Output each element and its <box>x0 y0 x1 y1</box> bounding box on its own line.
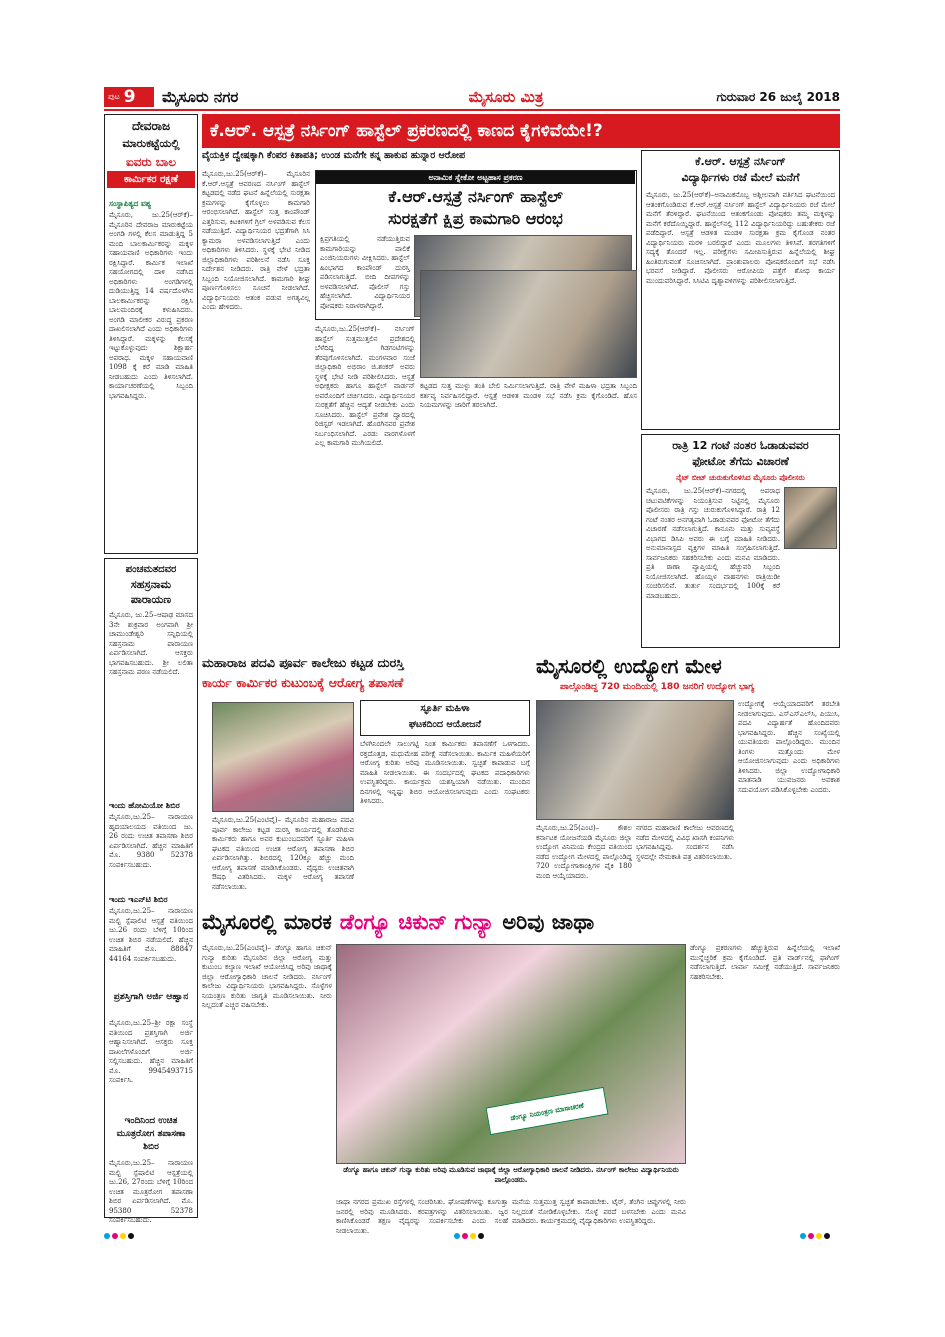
left-story-body: ಮೈಸೂರು, ಜು.25(ಆರ್‌ಕೆ)– ಮೈಸೂರಿನ ದೇವರಾಜ ಮಾರುಕಟ್ಟೆಯ ಅಂಗಡಿ ಗಳಲ್ಲಿ ಕೆಲಸ ಮಾಡುತ್ತಿದ್ದ 5 ಮಂದಿ ಬಾಲಕಾರ್ಮಿಕರನ್ನು ಮಕ್ಕಳ ಸಹಾಯವಾಣಿ ಅಧಿಕಾರಿಗಳು ಇಂದು ರಕ್ಷಿಸಿದ್ದಾರೆ. ಕಾರ್ಮಿಕ ಇಲಾಖೆ ಸಹಯೋಗದಲ್ಲಿ ದಾಳಿ ನಡೆಸಿದ ಅಧಿಕಾರಿಗಳು ಅಂಗಡಿಗಳಲ್ಲಿ ದುಡಿಯುತ್ತಿದ್ದ 14 ವರ್ಷದೊಳಗಿನ ಬಾಲಕಾರ್ಮಿಕರನ್ನು ರಕ್ಷಿಸಿ ಬಾಲಮಂದಿರಕ್ಕೆ ಕಳುಹಿಸಿದರು. ಅಂಗಡಿ ಮಾಲೀಕರ ವಿರುದ್ಧ ಪ್ರಕರಣ ದಾಖಲಿಸಲಾಗಿದೆ ಎಂದು ಅಧಿಕಾರಿಗಳು ತಿಳಿಸಿದ್ದಾರೆ. ಮಕ್ಕಳನ್ನು ಕೆಲಸಕ್ಕೆ ಇಟ್ಟುಕೊಳ್ಳುವುದು ಶಿಕ್ಷಾರ್ಹ ಅಪರಾಧ. ಮಕ್ಕಳ ಸಹಾಯವಾಣಿ 1098 ಕ್ಕೆ ಕರೆ ಮಾಡಿ ಮಾಹಿತಿ ನೀಡಬಹುದು ಎಂದು ತಿಳಿಸಲಾಗಿದೆ. ಕಾರ್ಯಾಚರಣೆಯಲ್ಲಿ ಸಿಬ್ಬಂದಿ ಭಾಗವಹಿಸಿದ್ದರು. <box>109 211 193 400</box>
note-1-body: ಮೈಸೂರು,ಜು.25– ನಾರಾಯಣ ಹೃದಯಾಲಯದ ವತಿಯಿಂದ ಜು. 26 ರಂದು ಉಚಿತ ತಪಾಸಣಾ ಶಿಬಿರ ಏರ್ಪಡಿಸಲಾಗಿದೆ. ಹೆಚ್ಚಿನ ಮಾಹಿತಿಗೆ ಮೊ. 9380 52378 ಸಂಪರ್ಕಿಸಬಹುದು. <box>109 813 193 869</box>
job-fair-col2: ನಗರದ ಮಹಾರಾಣಿ ಕಾಲೇಜು ಆವರಣದಲ್ಲಿ ನಡೆದ ಮೇಳದಲ್ಲಿ ವಿವಿಧ ಖಾಸಗಿ ಕಂಪನಿಗಳು ಭಾಗವಹಿಸಿದ್ದವು. ಸಂದರ್ಶನ ನಡೆಸಿ ಸ್ಥಳದಲ್ಲೇ ನೇಮಕಾತಿ ಪತ್ರ ವಿತರಿಸಲಾಯಿತು. <box>636 824 734 861</box>
note-4-title: ಇಂದಿನಿಂದ ಉಚಿತ ಮೂತ್ರರೋಗ ತಪಾಸಣಾ ಶಿಬಿರ <box>116 1116 186 1152</box>
left2-headline-line: ಪಂಚಮತದವರ <box>125 564 177 575</box>
left-story-headline <box>107 117 195 197</box>
left-headline-line: ಕಾರ್ಮಿಕರ ರಕ್ಷಣೆ <box>107 171 195 188</box>
dengue-headline-part3: ಅರಿವು ಜಾಥಾ <box>502 909 595 934</box>
maharaja-headline-2: ಕಾರ್ಯ ಕಾರ್ಮಿಕರ ಕುಟುಂಬಕ್ಕೆ ಆರೋಗ್ಯ ತಪಾಸಣೆ <box>202 675 404 690</box>
rally-banner: ಡೆಂಗ್ಯೂ ನಿಯಂತ್ರಣ ಮಾಸಾಚರಣೆ <box>485 1087 608 1135</box>
dengue-body-col4: ಡೆಂಗ್ಯೂ ಪ್ರಕರಣಗಳು ಹೆಚ್ಚುತ್ತಿರುವ ಹಿನ್ನೆಲೆಯಲ್ಲಿ ಇಲಾಖೆ ಮುನ್ನೆಚ್ಚರಿಕೆ ಕ್ರಮ ಕೈಗೊಂಡಿದೆ. ಪ್ರತಿ ವಾರ್ಡ್‌ನಲ್ಲಿ ಫಾಗಿಂಗ್ ನಡೆಸಲಾಗುತ್ತಿದೆ. ಲಾರ್ವಾ ಸಮೀಕ್ಷೆ ನಡೆಯುತ್ತಿದೆ. ಸಾರ್ವಜನಿಕರು ಸಹಕರಿಸಬೇಕು. <box>690 944 840 981</box>
paper-name: ಮೈಸೂರು ಮಿತ್ರ <box>468 88 544 106</box>
main-headline-bar <box>202 114 840 148</box>
note-1-title: ಇಂದು ಹೋಮಿಯೋ ಶಿಬಿರ <box>109 801 180 810</box>
left-story2-body: ಮೈಸೂರು, ಜು.25–ಆಷಾಢ ಮಾಸದ 3ನೇ ಶುಕ್ರವಾರ ಅಂಗವಾಗಿ ಶ್ರೀ ಚಾಮುಂಡೇಶ್ವರಿ ಸನ್ನಿಧಿಯಲ್ಲಿ ಸಹಸ್ರನಾಮ ಪಾರಾಯಣ ಏರ್ಪಡಿಸಲಾಗಿದೆ. ಆಸಕ್ತರು ಭಾಗವಹಿಸಬಹುದು. ಶ್ರೀ ಲಲಿತಾ ಸಹಸ್ರನಾಮ ಪಠಣ ನಡೆಯಲಿದೆ. <box>109 611 193 676</box>
main-subhead: ವೈಯಕ್ತಿಕ ದ್ವೇಷಕ್ಕಾಗಿ ಕೆಂಪರ ಕಿತಾಪತಿ; ಉಂಡ ಮನೆಗೇ ಕನ್ನ ಹಾಕುವ ಹುನ್ನಾರ ಆರೋಪ <box>202 150 466 161</box>
dengue-body-col3: ಮನೆಯ ಸುತ್ತಮುತ್ತ ಸ್ವಚ್ಛತೆ ಕಾಪಾಡಬೇಕು. ಟೈರ್, ತೆಂಗಿನ ಚಿಪ್ಪುಗಳಲ್ಲಿ ನೀರು ನಿಲ್ಲದಂತೆ ನೋಡಿಕೊಳ್ಳಬೇಕು. ಸೊಳ್ಳೆ ಪರದೆ ಬಳಸಬೇಕು ಎಂದು ಮನವಿ ಮಾಡಿದರು. ಕಾರ್ಯಕ್ರಮದಲ್ಲಿ ವೈದ್ಯಾಧಿಕಾರಿಗಳು ಉಪಸ್ಥಿತರಿದ್ದರು. <box>512 1198 686 1225</box>
masthead-rule <box>104 109 840 111</box>
dengue-headline-part2: ಡೆಂಗ್ಯೂ ಚಿಕುನ್ ಗುನ್ಯಾ <box>339 909 495 934</box>
job-fair-headline: ಮೈಸೂರಲ್ಲಿ ಉದ್ಯೋಗ ಮೇಳ <box>536 654 722 678</box>
center-story-col3: ಕ್ಷಿಪ್ರಗತಿಯಲ್ಲಿ ನಡೆಯುತ್ತಿರುವ ಕಾಮಗಾರಿಯನ್ನು ಪಾಲಿಕೆ ಎಂಜಿನಿಯರುಗಳು ವೀಕ್ಷಿಸಿದರು. ಹಾಸ್ಟೆಲ್ ಹಿಂಭಾಗದ ಕಾಂಪೌಂಡ್ ದುರಸ್ತಿ ಪಡಿಸಲಾಗುತ್ತಿದೆ. ಬೀದಿ ದೀಪಗಳನ್ನು ಅಳವಡಿಸಲಾಗಿದೆ. ಪೊಲೀಸ್ ಗಸ್ತು ಹೆಚ್ಚಿಸಲಾಗಿದೆ. ವಿದ್ಯಾರ್ಥಿನಿಯರ ಪೋಷಕರು ನಿರಾಳರಾಗಿದ್ದಾರೆ. <box>320 235 410 310</box>
registration-marks-right <box>800 1224 840 1232</box>
left-story-box <box>104 114 198 554</box>
police-officer-photo <box>784 487 837 549</box>
left-headline-line: ಮಾರುಕಟ್ಟೆಯಲ್ಲಿ <box>122 137 180 150</box>
registration-marks-left <box>104 1224 164 1232</box>
left-headline-line: ಐವರು ಬಾಲ <box>125 155 177 169</box>
left2-headline-line: ಸಹಸ್ರನಾಮ <box>130 578 172 591</box>
dengue-body-col2: ಜಾಥಾ ನಗರದ ಪ್ರಮುಖ ರಸ್ತೆಗಳಲ್ಲಿ ಸಂಚರಿಸಿತು. ಘೋಷಣೆಗಳನ್ನು ಕೂಗುತ್ತಾ ಜನರಲ್ಲಿ ಅರಿವು ಮೂಡಿಸಿದರು. ಕರಪತ್ರಗಳನ್ನು ವಿತರಿಸಲಾಯಿತು. ಜ್ವರ ಕಾಣಿಸಿಕೊಂಡರೆ ತಕ್ಷಣ ವೈದ್ಯರನ್ನು ಸಂಪರ್ಕಿಸಬೇಕು ಎಂದು ಸಲಹೆ ನೀಡಲಾಯಿತು. <box>336 1198 508 1235</box>
right-story-body: ಮೈಸೂರು, ಜು.25(ಆರ್‌ಕೆ)–ಅನಾಮಿಕನೊಬ್ಬ ಅಶ್ಲೀಲವಾಗಿ ವರ್ತಿಸಿದ ಘಟನೆಯಿಂದ ಆತಂಕಗೊಂಡಿರುವ ಕೆ.ಆರ್.ಆಸ್ಪತ್ರೆ ನರ್ಸಿಂಗ್ ಹಾಸ್ಟೆಲ್ ವಿದ್ಯಾರ್ಥಿನಿಯರು ರಜೆ ಮೇಲೆ ಮನೆಗೆ ತೆರಳಿದ್ದಾರೆ. ಘಟನೆಯಿಂದ ಆತಂಕಗೊಂಡು ಪೋಷಕರು ತಮ್ಮ ಮಕ್ಕಳನ್ನು ಮನೆಗೆ ಕರೆದೊಯ್ದಿದ್ದಾರೆ. ಹಾಸ್ಟೆಲ್‌ನಲ್ಲಿ 112 ವಿದ್ಯಾರ್ಥಿನಿಯರಿದ್ದು ಬಹುತೇಕರು ರಜೆ ಪಡೆದಿದ್ದಾರೆ. ಆಸ್ಪತ್ರೆ ಆಡಳಿತ ಮಂಡಳಿ ಸುರಕ್ಷತಾ ಕ್ರಮ ಕೈಗೊಂಡ ನಂತರ ವಿದ್ಯಾರ್ಥಿನಿಯರು ಮರಳಿ ಬರಲಿದ್ದಾರೆ ಎಂದು ಮೂಲಗಳು ತಿಳಿಸಿವೆ. ತರಗತಿಗಳಿಗೆ ಸದ್ಯಕ್ಕೆ ತೊಂದರೆ ಇಲ್ಲ. ಪರೀಕ್ಷೆಗಳು ಸಮೀಪಿಸುತ್ತಿರುವ ಹಿನ್ನೆಲೆಯಲ್ಲಿ ಶೀಘ್ರ ಹಿಂತಿರುಗುವಂತೆ ಸೂಚಿಸಲಾಗಿದೆ. ಪ್ರಾಂಶುಪಾಲರು ಪೋಷಕರೊಂದಿಗೆ ಸಭೆ ನಡೆಸಿ ಭರವಸೆ ನೀಡಿದ್ದಾರೆ. ಪೊಲೀಸರು ಆರೋಪಿಯ ಪತ್ತೆಗೆ ಶೋಧ ಕಾರ್ಯ ಮುಂದುವರಿಸಿದ್ದಾರೆ. ಸಿಸಿಟಿವಿ ದೃಶ್ಯಾವಳಿಗಳನ್ನು ಪರಿಶೀಲಿಸಲಾಗುತ್ತಿದೆ. <box>646 191 835 285</box>
note-2-title: ಇಂದು ಇಎನ್‌ಟಿ ಶಿಬಿರ <box>109 895 168 904</box>
left2-headline-line: ಪಾರಾಯಣ <box>130 593 172 606</box>
hostel-workers-photo <box>420 270 637 378</box>
note-3-body: ಮೈಸೂರು,ಜು.25–ಶ್ರೀ ರಕ್ಷಾ ಸಂಸ್ಥೆ ವತಿಯಿಂದ ಪ್ರಶಸ್ತಿಗಾಗಿ ಅರ್ಜಿ ಆಹ್ವಾನಿಸಲಾಗಿದೆ. ಆಸಕ್ತರು ಸೂಕ್ತ ದಾಖಲೆಗಳೊಂದಿಗೆ ಅರ್ಜಿ ಸಲ್ಲಿಸಬಹುದು. ಹೆಚ್ಚಿನ ಮಾಹಿತಿಗೆ ಮೊ. 9945493715 ಸಂಪರ್ಕಿಸಿ. <box>109 1019 193 1084</box>
job-fair-photo <box>536 700 734 820</box>
sphoorthi-box <box>360 700 530 736</box>
issue-date: ಗುರುವಾರ 26 ಜುಲೈ 2018 <box>716 90 840 104</box>
page-label: ಪುಟ <box>108 92 120 101</box>
center-headline-1: ಕೆ.ಆರ್.ಆಸ್ಪತ್ರೆ ನರ್ಸಿಂಗ್ ಹಾಸ್ಟೆಲ್ <box>388 187 563 206</box>
dengue-caption: ಡೆಂಗ್ಯೂ ಹಾಗೂ ಚಿಕುನ್ ಗುನ್ಯಾ ಕುರಿತು ಅರಿವು ಮೂಡಿಸುವ ಜಾಥಾಕ್ಕೆ ಜಿಲ್ಲಾ ಆರೋಗ್ಯಾಧಿಕಾರಿ ಚಾಲನೆ ನೀಡಿದರು. ನರ್ಸಿಂಗ್ ಕಾಲೇಜು ವಿದ್ಯಾರ್ಥಿನಿಯರು ಪಾಲ್ಗೊಂಡರು. <box>343 1166 679 1184</box>
dengue-headline <box>202 904 840 940</box>
page-number: 9 <box>123 87 136 107</box>
note-4-body: ಮೈಸೂರು,ಜು.25– ನಾರಾಯಣ ಮಲ್ಟಿ ಸ್ಪೆಷಾಲಿಟಿ ಆಸ್ಪತ್ರೆಯಲ್ಲಿ ಜು.26, 27ರಂದು ಬೆಳಿಗ್ಗೆ 10ರಿಂದ ಉಚಿತ ಮೂತ್ರರೋಗ ತಪಾಸಣಾ ಶಿಬಿರ ಏರ್ಪಡಿಸಲಾಗಿದೆ. ಮೊ. 95380 52378 ಸಂಪರ್ಕಿಸಬಹುದು. <box>109 1159 193 1224</box>
right-headline-2: ವಿದ್ಯಾರ್ಥಿಗಳು ರಜೆ ಮೇಲೆ ಮನೆಗೆ <box>681 171 800 184</box>
sphoorthi-title-2: ಘಟಕದಿಂದ ಆಯೋಜನೆ <box>408 719 482 730</box>
maharaja-headline-1: ಮಹಾರಾಜ ಪದವಿ ಪೂರ್ವ ಕಾಲೇಜು ಕಟ್ಟಡ ದುರಸ್ತಿ <box>202 655 404 670</box>
right-headline-1: ಕೆ.ಆರ್. ಆಸ್ಪತ್ರೆ ನರ್ಸಿಂಗ್ <box>695 155 786 168</box>
health-camp-photo-1 <box>212 702 354 812</box>
left-story2-headline <box>107 563 195 607</box>
right2-subhead: ನೈಟ್ ಬೀಟ್ ಚುರುಕುಗೊಳಿಸಿದ ಮೈಸೂರು ಪೊಲೀಸರು <box>676 473 805 482</box>
center-story-col4: ಕಟ್ಟಡದ ಸುತ್ತ ಮುಳ್ಳು ತಂತಿ ಬೇಲಿ ನಿರ್ಮಿಸಲಾಗುತ್ತಿದೆ. ರಾತ್ರಿ ವೇಳೆ ಮಹಿಳಾ ಭದ್ರತಾ ಸಿಬ್ಬಂದಿ ಕರ್ತವ್ಯ ನಿರ್ವಹಿಸಲಿದ್ದಾರೆ. ಆಸ್ಪತ್ರೆ ಆಡಳಿತ ಮಂಡಳಿ ಸಭೆ ನಡೆಸಿ ಕ್ರಮ ಕೈಗೊಂಡಿದೆ. ಹೊಸ ನಿಯಮಗಳನ್ನು ಜಾರಿಗೆ ತರಲಾಗಿದೆ. <box>420 382 637 409</box>
right-story2-body: ಮೈಸೂರು, ಜು.25(ಆರ್‌ಕೆ)–ನಗರದಲ್ಲಿ ಅಪರಾಧ ಚಟುವಟಿಕೆಗಳನ್ನು ನಿಯಂತ್ರಿಸುವ ನಿಟ್ಟಿನಲ್ಲಿ ಮೈಸೂರು ಪೊಲೀಸರು ರಾತ್ರಿ ಗಸ್ತು ಚುರುಕುಗೊಳಿಸಿದ್ದಾರೆ. ರಾತ್ರಿ 12 ಗಂಟೆ ನಂತರ ಅನಗತ್ಯವಾಗಿ ಓಡಾಡುವವರ ಫೋಟೋ ತೆಗೆದು ವಿಚಾರಣೆ ನಡೆಸಲಾಗುತ್ತಿದೆ. ಕಾನೂನು ಮತ್ತು ಸುವ್ಯವಸ್ಥೆ ವಿಭಾಗದ ಡಿಸಿಪಿ ಅವರು ಈ ಬಗ್ಗೆ ಮಾಹಿತಿ ನೀಡಿದರು. ಅನುಮಾನಾಸ್ಪದ ವ್ಯಕ್ತಿಗಳ ಮಾಹಿತಿ ಸಂಗ್ರಹಿಸಲಾಗುತ್ತಿದೆ. ಸಾರ್ವಜನಿಕರು ಸಹಕರಿಸಬೇಕು ಎಂದು ಮನವಿ ಮಾಡಿದರು. ಪ್ರತಿ ಠಾಣಾ ವ್ಯಾಪ್ತಿಯಲ್ಲಿ ಹೆಚ್ಚುವರಿ ಸಿಬ್ಬಂದಿ ನಿಯೋಜಿಸಲಾಗಿದೆ. ಹೊಯ್ಸಳ ವಾಹನಗಳು ರಾತ್ರಿಯಿಡೀ ಸಂಚರಿಸಲಿವೆ. ತುರ್ತು ಸಂದರ್ಭದಲ್ಲಿ 100ಕ್ಕೆ ಕರೆ ಮಾಡಬಹುದು. <box>646 487 780 600</box>
page-label-box <box>104 87 154 107</box>
right-story-box <box>641 150 840 430</box>
right-story2-box <box>641 434 840 648</box>
left-headline-line: ದೇವರಾಜ <box>131 119 171 133</box>
center-story-col1: ಮೈಸೂರು,ಜು.25(ಆರ್‌ಕೆ)– ಮೈಸೂರಿನ ಕೆ.ಆರ್.ಆಸ್ಪತ್ರೆ ಆವರಣದ ನರ್ಸಿಂಗ್ ಹಾಸ್ಟೆಲ್ ಕಟ್ಟಡದಲ್ಲಿ ನಡೆದ ಘಟನೆ ಹಿನ್ನೆಲೆಯಲ್ಲಿ ಸುರಕ್ಷತಾ ಕ್ರಮಗಳನ್ನು ಕೈಗೊಳ್ಳಲು ಕಾಮಗಾರಿ ಆರಂಭಿಸಲಾಗಿದೆ. ಹಾಸ್ಟೆಲ್ ಸುತ್ತ ಕಾಂಪೌಂಡ್ ಎತ್ತರಿಸುವ, ಕಿಟಕಿಗಳಿಗೆ ಗ್ರಿಲ್ ಅಳವಡಿಸುವ ಕೆಲಸ ನಡೆಯುತ್ತಿದೆ. ವಿದ್ಯಾರ್ಥಿನಿಯರ ಭದ್ರತೆಗಾಗಿ ಸಿಸಿ ಕ್ಯಾಮರಾ ಅಳವಡಿಸಲಾಗುತ್ತಿದೆ ಎಂದು ಅಧಿಕಾರಿಗಳು ತಿಳಿಸಿದರು. ಸ್ಥಳಕ್ಕೆ ಭೇಟಿ ನೀಡಿದ ಜಿಲ್ಲಾಧಿಕಾರಿಗಳು ಪರಿಶೀಲನೆ ನಡೆಸಿ ಸೂಕ್ತ ನಿರ್ದೇಶನ ನೀಡಿದರು. ರಾತ್ರಿ ವೇಳೆ ಭದ್ರತಾ ಸಿಬ್ಬಂದಿ ನಿಯೋಜಿಸಲಾಗಿದೆ. ಕಾಮಗಾರಿ ಶೀಘ್ರ ಪೂರ್ಣಗೊಳಿಸಲು ಸೂಚನೆ ನೀಡಲಾಗಿದೆ. ವಿದ್ಯಾರ್ಥಿನಿಯರು ಆತಂಕ ಪಡುವ ಅಗತ್ಯವಿಲ್ಲ ಎಂದು ಹೇಳಿದರು. <box>202 170 310 311</box>
main-headline: ಕೆ.ಆರ್. ಆಸ್ಪತ್ರೆ ನರ್ಸಿಂಗ್ ಹಾಸ್ಟೆಲ್ ಪ್ರಕರಣದಲ್ಲಿ ಕಾಣದ ಕೈಗಳಿವೆಯೇ!? <box>210 121 603 141</box>
section-name: ಮೈಸೂರು ನಗರ <box>162 88 239 106</box>
registration-marks-center <box>454 1224 514 1232</box>
dengue-headline-part1: ಮೈಸೂರಲ್ಲಿ ಮಾರಕ <box>202 909 332 934</box>
right2-headline-2: ಫೋಟೋ ತೆಗೆದು ವಿಚಾರಣೆ <box>692 455 789 468</box>
dengue-rally-photo <box>336 944 686 1164</box>
center-headline-2: ಸುರಕ್ಷತೆಗೆ ಕ್ಷಿಪ್ರ ಕಾಮಗಾರಿ ಆರಂಭ <box>388 209 563 228</box>
job-fair-col3: ಉದ್ಯೋಗಕ್ಕೆ ಆಯ್ಕೆಯಾದವರಿಗೆ ತರಬೇತಿ ನೀಡಲಾಗುವುದು. ಎಸ್‌ಎಸ್‌ಎಲ್‌ಸಿ, ಪಿಯುಸಿ, ಪದವಿ ವಿದ್ಯಾರ್ಹತೆ ಹೊಂದಿದವರು ಭಾಗವಹಿಸಿದ್ದರು. ಹೆಚ್ಚಿನ ಸಂಖ್ಯೆಯಲ್ಲಿ ಯುವತಿಯರು ಪಾಲ್ಗೊಂಡಿದ್ದರು. ಮುಂದಿನ ತಿಂಗಳು ಮತ್ತೊಂದು ಮೇಳ ಆಯೋಜಿಸಲಾಗುವುದು ಎಂದು ಅಧಿಕಾರಿಗಳು ತಿಳಿಸಿದರು. ಜಿಲ್ಲಾ ಉದ್ಯೋಗಾಧಿಕಾರಿ ಮಾತನಾಡಿ ಯುವಜನರು ಅವಕಾಶ ಸದುಪಯೋಗ ಪಡಿಸಿಕೊಳ್ಳಬೇಕು ಎಂದರು. <box>738 700 840 794</box>
maharaja-body-col1: ಮೈಸೂರು,ಜು.25(ಎಂಟಿವೈ)– ಮೈಸೂರಿನ ಮಹಾರಾಜ ಪದವಿ ಪೂರ್ವ ಕಾಲೇಜು ಕಟ್ಟಡ ದುರಸ್ತಿ ಕಾರ್ಯದಲ್ಲಿ ತೊಡಗಿರುವ ಕಾರ್ಮಿಕರು ಹಾಗೂ ಅವರ ಕುಟುಂಬದವರಿಗೆ ಸ್ಫೂರ್ತಿ ಮಹಿಳಾ ಘಟಕದ ವತಿಯಿಂದ ಉಚಿತ ಆರೋಗ್ಯ ತಪಾಸಣಾ ಶಿಬಿರ ಏರ್ಪಡಿಸಲಾಗಿತ್ತು. ಶಿಬಿರದಲ್ಲಿ 120ಕ್ಕೂ ಹೆಚ್ಚು ಮಂದಿ ಆರೋಗ್ಯ ತಪಾಸಣೆ ಮಾಡಿಸಿಕೊಂಡರು. ವೈದ್ಯರು ಉಚಿತವಾಗಿ ಔಷಧಿ ವಿತರಿಸಿದರು. ಮಕ್ಕಳ ಆರೋಗ್ಯ ತಪಾಸಣೆ ನಡೆಸಲಾಯಿತು. <box>212 816 354 891</box>
dengue-body-col1: ಮೈಸೂರು,ಜು.25(ಎಂಟಿವೈ)– ಡೆಂಗ್ಯೂ ಹಾಗೂ ಚಿಕುನ್ ಗುನ್ಯಾ ಕುರಿತು ಮೈಸೂರಿನ ಜಿಲ್ಲಾ ಆರೋಗ್ಯ ಮತ್ತು ಕುಟುಂಬ ಕಲ್ಯಾಣ ಇಲಾಖೆ ಆಯೋಜಿಸಿದ್ದ ಅರಿವು ಜಾಥಾಕ್ಕೆ ಜಿಲ್ಲಾ ಆರೋಗ್ಯಾಧಿಕಾರಿ ಚಾಲನೆ ನೀಡಿದರು. ನರ್ಸಿಂಗ್ ಕಾಲೇಜು ವಿದ್ಯಾರ್ಥಿನಿಯರು ಭಾಗವಹಿಸಿದ್ದರು. ಸೊಳ್ಳೆಗಳ ನಿಯಂತ್ರಣ ಕುರಿತು ಜಾಗೃತಿ ಮೂಡಿಸಲಾಯಿತು. ನೀರು ನಿಲ್ಲದಂತೆ ಎಚ್ಚರ ವಹಿಸಬೇಕು. <box>202 944 332 1009</box>
left-story-byline: ಸಂಸ್ಥಾಪಿತ್ಯದ ವಶ್ಯ <box>109 199 151 208</box>
masthead <box>104 86 840 108</box>
right2-headline-1: ರಾತ್ರಿ 12 ಗಂಟೆ ನಂತರ ಓಡಾಡುವವರ <box>672 439 809 452</box>
job-fair-subhead: ಪಾಲ್ಗೊಂಡಿದ್ದ 720 ಮಂದಿಯಲ್ಲಿ 180 ಜನರಿಗೆ ಉದ್ಯೋಗ ಭಾಗ್ಯ <box>560 682 755 692</box>
maharaja-body-col2: ಬೆಳಗಿನಿಂದಲೇ ಸಾಲುಗಟ್ಟಿ ನಿಂತ ಕಾರ್ಮಿಕರು ತಪಾಸಣೆಗೆ ಒಳಗಾದರು. ರಕ್ತದೊತ್ತಡ, ಮಧುಮೇಹ ಪರೀಕ್ಷೆ ನಡೆಸಲಾಯಿತು. ಕಾರ್ಮಿಕ ಮಹಿಳೆಯರಿಗೆ ಆರೋಗ್ಯ ಕುರಿತು ಅರಿವು ಮೂಡಿಸಲಾಯಿತು. ಸ್ವಚ್ಛತೆ ಕಾಪಾಡುವ ಬಗ್ಗೆ ಮಾಹಿತಿ ನೀಡಲಾಯಿತು. ಈ ಸಂದರ್ಭದಲ್ಲಿ ಘಟಕದ ಪದಾಧಿಕಾರಿಗಳು ಉಪಸ್ಥಿತರಿದ್ದರು. ಕಾರ್ಯಕ್ರಮ ಯಶಸ್ವಿಯಾಗಿ ನಡೆಯಿತು. ಮುಂದಿನ ದಿನಗಳಲ್ಲಿ ಇನ್ನಷ್ಟು ಶಿಬಿರ ಆಯೋಜಿಸಲಾಗುವುದು ಎಂದು ಸಂಘಟಕರು ತಿಳಿಸಿದರು. <box>360 740 530 805</box>
center-kicker: ಅನಾಮಿಕ ಸ್ನೇಕೋ ಅಟ್ಟಹಾಸ ಪ್ರಕರಣ <box>316 171 635 184</box>
job-fair-col1: ಮೈಸೂರು,ಜು.25(ಎಂಟಿ)– ಕೌಶಲ ಕರ್ನಾಟಕ ಯೋಜನೆಯಡಿ ಮೈಸೂರು ಜಿಲ್ಲಾ ಉದ್ಯೋಗ ವಿನಿಮಯ ಕೇಂದ್ರದ ವತಿಯಿಂದ ನಡೆದ ಉದ್ಯೋಗ ಮೇಳದಲ್ಲಿ ಪಾಲ್ಗೊಂಡಿದ್ದ 720 ಉದ್ಯೋಗಾಕಾಂಕ್ಷಿಗಳ ಪೈಕಿ 180 ಮಂದಿ ಆಯ್ಕೆಯಾದರು. <box>536 824 632 880</box>
left-story2-box <box>104 558 198 1224</box>
note-2-body: ಮೈಸೂರು,ಜು.25– ನಾರಾಯಣ ಮಲ್ಟಿ ಸ್ಪೆಷಾಲಿಟಿ ಆಸ್ಪತ್ರೆ ವತಿಯಿಂದ ಜು.26 ರಂದು ಬೆಳಿಗ್ಗೆ 10ರಿಂದ ಉಚಿತ ಶಿಬಿರ ನಡೆಯಲಿದೆ. ಹೆಚ್ಚಿನ ಮಾಹಿತಿಗೆ ಮೊ. 88847 44164 ಸಂಪರ್ಕಿಸಬಹುದು. <box>109 907 193 963</box>
sphoorthi-title-1: ಸ್ಫೂರ್ತಿ ಮಹಿಳಾ <box>420 703 470 714</box>
note-3-title: ಪ್ರಶಸ್ತಿಗಾಗಿ ಅರ್ಜಿ ಆಹ್ವಾನ <box>113 992 189 1002</box>
center-story-col2: ಮೈಸೂರು,ಜು.25(ಆರ್‌ಕೆ)– ನರ್ಸಿಂಗ್ ಹಾಸ್ಟೆಲ್ ಸುತ್ತಮುತ್ತಲಿನ ಪ್ರದೇಶದಲ್ಲಿ ಬೆಳೆದಿದ್ದ ಗಿಡಗಂಟಿಗಳನ್ನು ತೆರವುಗೊಳಿಸಲಾಗಿದೆ. ಮಂಗಳವಾರ ಸಂಜೆ ಜಿಲ್ಲಾಧಿಕಾರಿ ಅಭಿರಾಂ ಜಿ.ಶಂಕರ್ ಅವರು ಸ್ಥಳಕ್ಕೆ ಭೇಟಿ ನೀಡಿ ಪರಿಶೀಲಿಸಿದರು. ಆಸ್ಪತ್ರೆ ಅಧೀಕ್ಷಕರು ಹಾಗೂ ಹಾಸ್ಟೆಲ್ ವಾರ್ಡನ್ ಅವರೊಂದಿಗೆ ಚರ್ಚಿಸಿದರು. ವಿದ್ಯಾರ್ಥಿನಿಯರ ಸುರಕ್ಷತೆಗೆ ಹೆಚ್ಚಿನ ಆದ್ಯತೆ ನೀಡಬೇಕು ಎಂದು ಸೂಚಿಸಿದರು. ಹಾಸ್ಟೆಲ್ ಪ್ರವೇಶ ದ್ವಾರದಲ್ಲಿ ರಿಜಿಸ್ಟರ್ ಇಡಲಾಗಿದೆ. ಹೊರಗಿನವರ ಪ್ರವೇಶ ನಿರ್ಬಂಧಿಸಲಾಗಿದೆ. ಎರಡು ವಾರಗಳೊಳಗೆ ಎಲ್ಲ ಕಾಮಗಾರಿ ಮುಗಿಯಲಿದೆ. <box>315 325 415 447</box>
